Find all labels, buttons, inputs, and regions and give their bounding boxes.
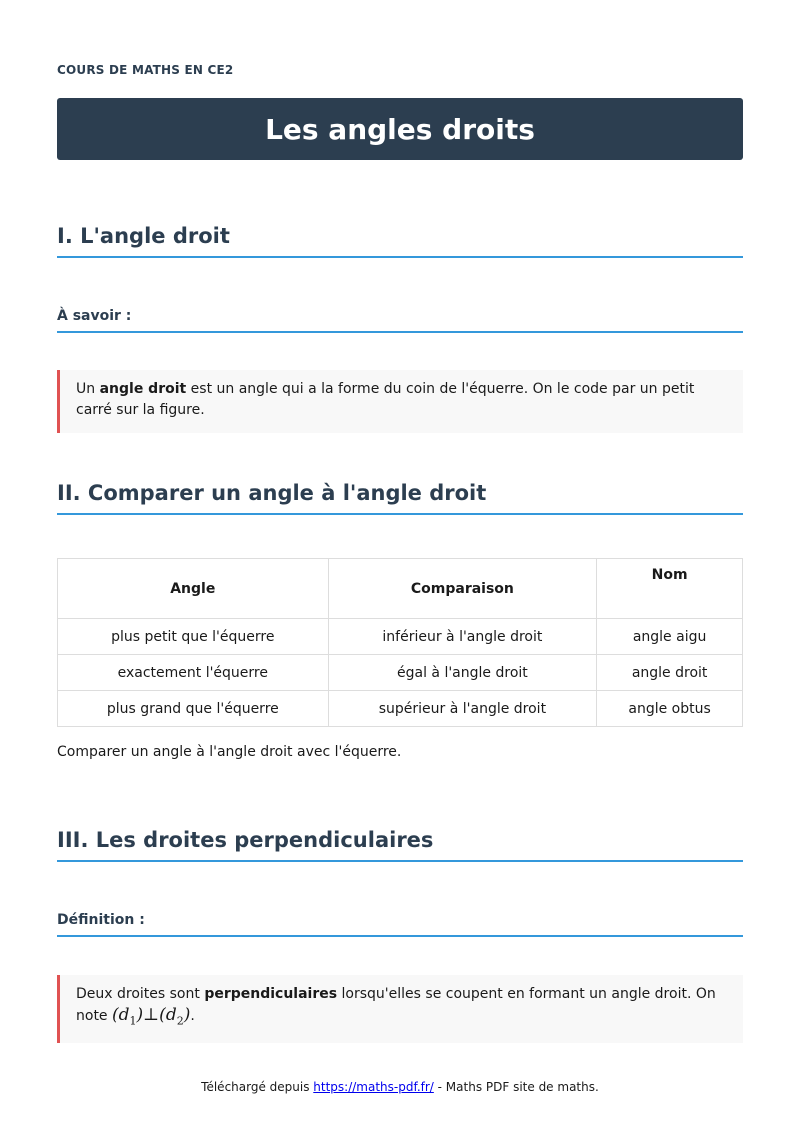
table-cell: angle droit	[597, 655, 743, 691]
box-text: Deux droites sont	[76, 986, 205, 1002]
math-subscript: 1	[129, 1014, 137, 1028]
table-cell: plus petit que l'équerre	[58, 619, 329, 655]
section1-subheading: À savoir :	[57, 308, 743, 333]
perpendicular-symbol: ⊥	[143, 1005, 160, 1025]
title-banner	[57, 98, 743, 160]
footer	[0, 1080, 800, 1094]
box-text: Un	[76, 381, 100, 397]
table-cell: supérieur à l'angle droit	[328, 691, 597, 727]
math-var: d	[165, 1005, 177, 1025]
table-header: Comparaison	[328, 559, 597, 619]
table-cell: plus grand que l'équerre	[58, 691, 329, 727]
table-cell: inférieur à l'angle droit	[328, 619, 597, 655]
table-cell: angle obtus	[597, 691, 743, 727]
section2-heading: II. Comparer un angle à l'angle droit	[57, 481, 743, 515]
page-title: Les angles droits	[265, 112, 535, 146]
section1-heading: I. L'angle droit	[57, 224, 743, 258]
table-header: Angle	[58, 559, 329, 619]
math-subscript: 2	[176, 1014, 184, 1028]
table-header: Nom	[597, 559, 743, 619]
section3-heading: III. Les droites perpendiculaires	[57, 828, 743, 862]
section3-subheading: Définition :	[57, 912, 743, 937]
course-kicker: COURS DE MATHS EN CE2	[57, 63, 234, 77]
box-text: .	[190, 1008, 195, 1024]
table-row	[58, 655, 743, 691]
table-row	[58, 619, 743, 655]
section3-definition-box	[57, 975, 743, 1043]
table-row	[58, 691, 743, 727]
footer-link[interactable]: https://maths-pdf.fr/	[313, 1080, 434, 1094]
section1-definition-box	[57, 370, 743, 433]
box-bold-term: perpendiculaires	[204, 986, 338, 1002]
footer-text: Téléchargé depuis	[201, 1080, 314, 1094]
math-var: d	[118, 1005, 130, 1025]
comparison-paragraph: Comparer un angle à l'angle droit avec l'équerre.	[57, 744, 402, 760]
footer-text: - Maths PDF site de maths.	[433, 1080, 599, 1094]
table-cell: angle aigu	[597, 619, 743, 655]
perpendicular-notation: $(d_1)\perp(d_2)$	[112, 1005, 191, 1028]
table-cell: exactement l'équerre	[58, 655, 329, 691]
box-bold-term: angle droit	[99, 381, 187, 397]
comparison-table	[57, 558, 743, 727]
table-header-row	[58, 559, 743, 619]
table-cell: égal à l'angle droit	[328, 655, 597, 691]
box-text: lorsqu'elles se coupent en formant un angle droit. On note	[76, 986, 716, 1024]
box-text: est un angle qui a la forme du coin de l'équerre. On le code par un petit carré sur la figure.	[76, 381, 695, 418]
